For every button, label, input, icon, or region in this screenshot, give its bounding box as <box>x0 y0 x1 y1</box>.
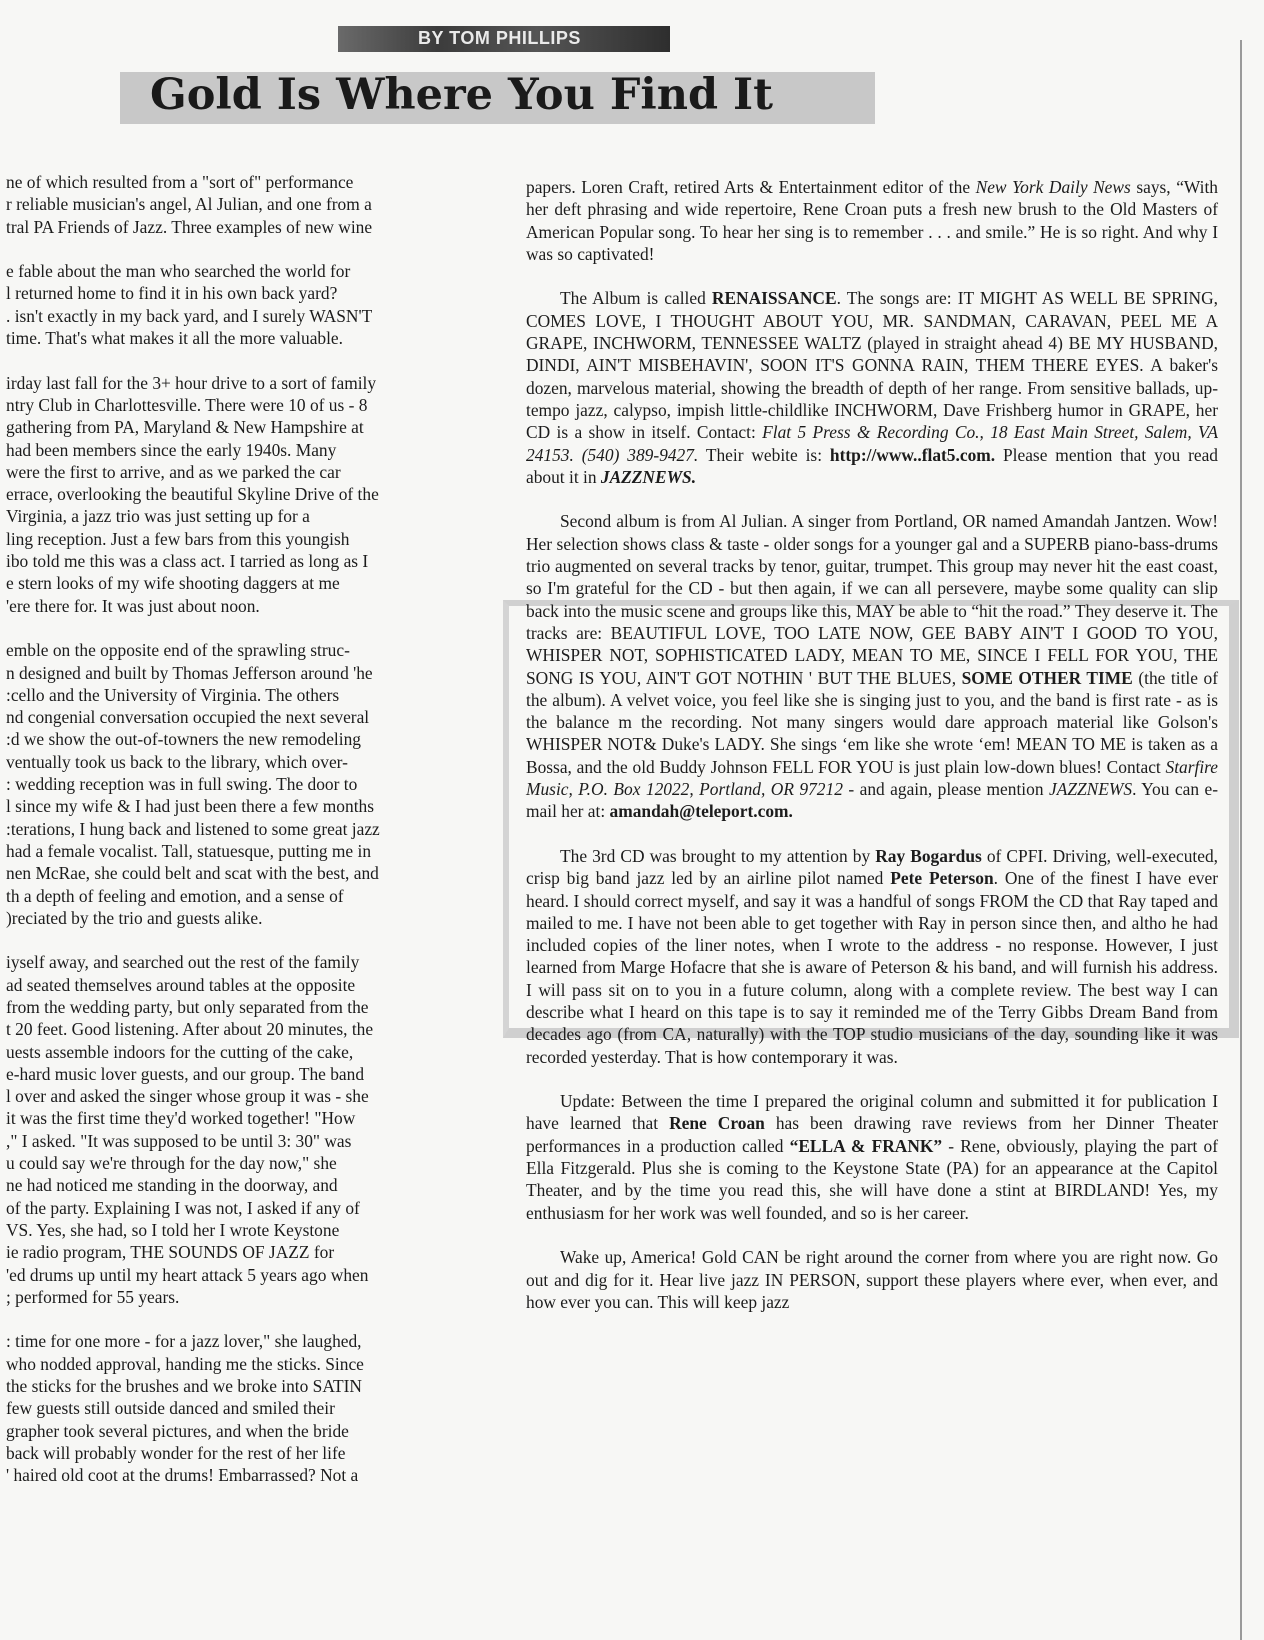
text-run: Please mention that you read about it in <box>526 444 1219 487</box>
text-run: . You can e-mail her at: <box>526 779 1218 822</box>
person-name: Pete Peterson <box>890 868 994 889</box>
text-run: Update: Between the time I prepared the original column and submitted it for publication I have learned that <box>526 1091 1218 1134</box>
left-paragraph-2: e fable about the man who searched the world for l returned home to find it in his own back yard? . isn't exactly in my back yard, and I surely WASN'T time. That's what makes it all the more valuable. <box>6 261 373 349</box>
text-run: has been drawing rave reviews from her Dinner Theater performances in a production called <box>526 1113 1219 1156</box>
text-run: The 3rd CD was brought to my attention by <box>560 845 876 866</box>
text-run: The Album is called <box>560 288 712 309</box>
publication-name: New York Daily News <box>975 177 1131 197</box>
person-name: Rene Croan <box>669 1113 765 1134</box>
text-run: - Rene, obviously, playing the part of Ella Fitzgerald. Plus she is coming to the Keystone State (PA) for an appearance at the Capitol Theater, and by the time you read this, she will have done a stint at BIRDLAND! Yes, my enthusiasm for her work was well founded, and so is her career. <box>526 1135 1218 1223</box>
left-paragraph-6: : time for one more - for a jazz lover," she laughed, who nodded approval, handing me the sticks. Since the sticks for the brushes and we broke into SATIN few guests still outside danced and smiled their grapher took several pictures, and when the bride back will probably wonder for the rest of her life ' haired old coot at the drums! Embarrassed? Not a <box>6 1331 364 1486</box>
left-paragraph-1: ne of which resulted from a "sort of" performance r reliable musician's angel, Al Julian, and one from a tral PA Friends of Jazz. Three examples of new wine <box>6 172 373 237</box>
text-run: (the title of the album). A velvet voice, you feel like she is singing just to you, and the band is first rate - as is the balance m the recording. Not many singers would dare approach material like Golson's WHISPER NOT& Duke's LADY. She sings ‘em like she wrote ‘em! MEAN TO ME is taken as a Bossa, and the old Buddy Johnson FELL FOR YOU is just plain low-down blues! Contact <box>526 667 1218 777</box>
website-link[interactable]: http://www..flat5.com. <box>829 444 996 465</box>
person-name: Ray Bogardus <box>875 845 982 866</box>
left-paragraph-3: irday last fall for the 3+ hour drive to a sort of family ntry Club in Charlottesville. There were 10 of us - 8 gathering from PA, Maryland & New Hampshire at had been members since the early 1940s. Many were the first to arrive, and as we parked the car errace, overlooking the beautiful Skyline Drive of the Virginia, a jazz trio was just setting up for a ling reception. Just a few bars from this youngish ibo told me this was a class act. I tarried as long as I e stern looks of my wife shooting daggers at me 'ere there for. It was just about noon. <box>6 372 379 616</box>
right-paragraph-1 <box>526 176 1218 265</box>
text-run: . The songs are: IT MIGHT AS WELL BE SPRING, COMES LOVE, I THOUGHT ABOUT YOU, MR. SANDMAN, CARAVAN, PEEL ME A GRAPE, INCHWORM, TENNESSEE WALTZ (played in straight ahead 4) BE MY HUSBAND, DINDI, AIN'T MISBEHAVIN', SOON IT'S GONNA RAIN, THEM THERE EYES. A baker's dozen, marvelous material, showing the breadth of depth of her range. From sensitive ballads, up-tempo jazz, calypso, impish little-childlike INCHWORM, Dave Frishberg humor in GRAPE, her CD is a show in itself. Contact: <box>526 288 1218 443</box>
magazine-name: JAZZNEWS. <box>600 466 697 487</box>
byline: BY TOM PHILLIPS <box>418 28 581 48</box>
contact-address: Starfire Music, P.O. Box 12022, Portland, OR 97212 <box>526 756 1218 800</box>
right-column <box>526 176 1218 1335</box>
text-run: Their webite is: <box>698 444 830 465</box>
text-run: . One of the finest I have ever heard. I should correct myself, and say it was a handful of songs FROM the CD that Ray taped and mailed to me. I have not been able to get together with Ray in person since then, and altho he had included copies of the liner notes, when I wrote to the address - no response. However, I just learned from Marge Hofacre that she is aware of Peterson & his band, and will furnish his address. I will pass sit on to you in a future column, along with a complete review. The best way I can describe what I heard on this tape is to say it reminded me of the Terry Gibbs Dream Band from decades ago (from CA, naturally) with the TOP studio musicians of the day, sounding like it was recorded yesterday. That is how contemporary it was. <box>526 868 1218 1067</box>
show-title: “ELLA & FRANK” <box>789 1135 943 1156</box>
right-paragraph-3 <box>526 510 1218 822</box>
left-column <box>6 171 484 1509</box>
text-run: papers. Loren Craft, retired Arts & Entertainment editor of the <box>526 177 976 197</box>
email-link[interactable]: amandah@teleport.com. <box>609 801 793 822</box>
contact-address: Flat 5 Press & Recording Co., 18 East Main Street, Salem, VA 24153. (540) 389-9427. <box>526 422 1218 465</box>
left-paragraph-5: iyself away, and searched out the rest of the family ad seated themselves around tables at the opposite from the wedding party, but only separated from the t 20 feet. Good listening. After about 20 minutes, the uests assemble indoors for the cutting of the cake, e-hard music lover guests, and our group. The band l over and asked the singer whose group it was - she it was the first time they'd worked together! "How ," I asked. "It was supposed to be until 3: 30" was u could say we're through for the day now," she ne had noticed me standing in the doorway, and of the party. Explaining I was not, I asked if any of VS. Yes, she had, so I told her I wrote Keystone ie radio program, THE SOUNDS OF JAZZ for 'ed drums up until my heart attack 5 years ago when ; performed for 55 years. <box>6 952 374 1307</box>
album-title: SOME OTHER TIME <box>961 667 1133 688</box>
right-paragraph-4 <box>526 845 1218 1068</box>
article-title: Gold Is Where You Find It <box>150 70 773 120</box>
right-paragraph-6: Wake up, America! Gold CAN be right around the corner from where you are right now. Go out and dig for it. Hear live jazz IN PERSON, support these players where ever, when ever, and how ever you can. This will keep jazz <box>526 1247 1218 1312</box>
text-run: of CPFI. Driving, well-executed, crisp big band jazz led by an airline pilot named <box>526 845 1218 889</box>
right-paragraph-5 <box>526 1090 1218 1224</box>
left-paragraph-4: emble on the opposite end of the sprawling struc- n designed and built by Thomas Jefferson around 'he :cello and the University of Virginia. The others nd congenial conversation occupied the next several :d we show the out-of-towners the new remodeling ventually took us back to the library, which over- : wedding reception was in full swing. The door to l since my wife & I had just been there a few months :terations, I hung back and listened to some great jazz had a female vocalist. Tall, statuesque, putting me in nen McRae, she could belt and scat with the best, and th a depth of feeling and emotion, and a sense of )reciated by the trio and guests alike. <box>6 640 380 928</box>
text-run: Second album is from Al Julian. A singer from Portland, OR named Amandah Jantzen. Wow! Her selection shows class & taste - older songs for a younger gal and a SUPERB piano-bass-drums trio augmented on several tracks by tenor, guitar, trumpet. This group may never hit the east coast, so I'm grateful for the CD - but then again, if we can all persevere, maybe some quality can slip back into the music scene and groups like this, MAY be able to “hit the road.” They deserve it. The tracks are: BEAUTIFUL LOVE, TOO LATE NOW, GEE BABY AIN'T I GOOD TO YOU, WHISPER NOT, SOPHISTICATED LADY, MEAN TO ME, SINCE I FELL FOR YOU, THE SONG IS YOU, AIN'T GOT NOTHIN ' BUT THE BLUES, <box>526 511 1218 688</box>
text-run: says, “With her deft phrasing and wide repertoire, Rene Croan puts a fresh new brush to the Old Masters of American Popular song. To hear her sing is to remember . . . and smile.” He is so right. And why I was so captivated! <box>526 177 1218 264</box>
magazine-name: JAZZNEWS <box>1048 779 1133 800</box>
page-edge-rule <box>1240 40 1242 1640</box>
text-run: - and again, please mention <box>842 779 1049 800</box>
right-paragraph-2 <box>526 287 1218 488</box>
album-title: RENAISSANCE <box>711 288 837 309</box>
